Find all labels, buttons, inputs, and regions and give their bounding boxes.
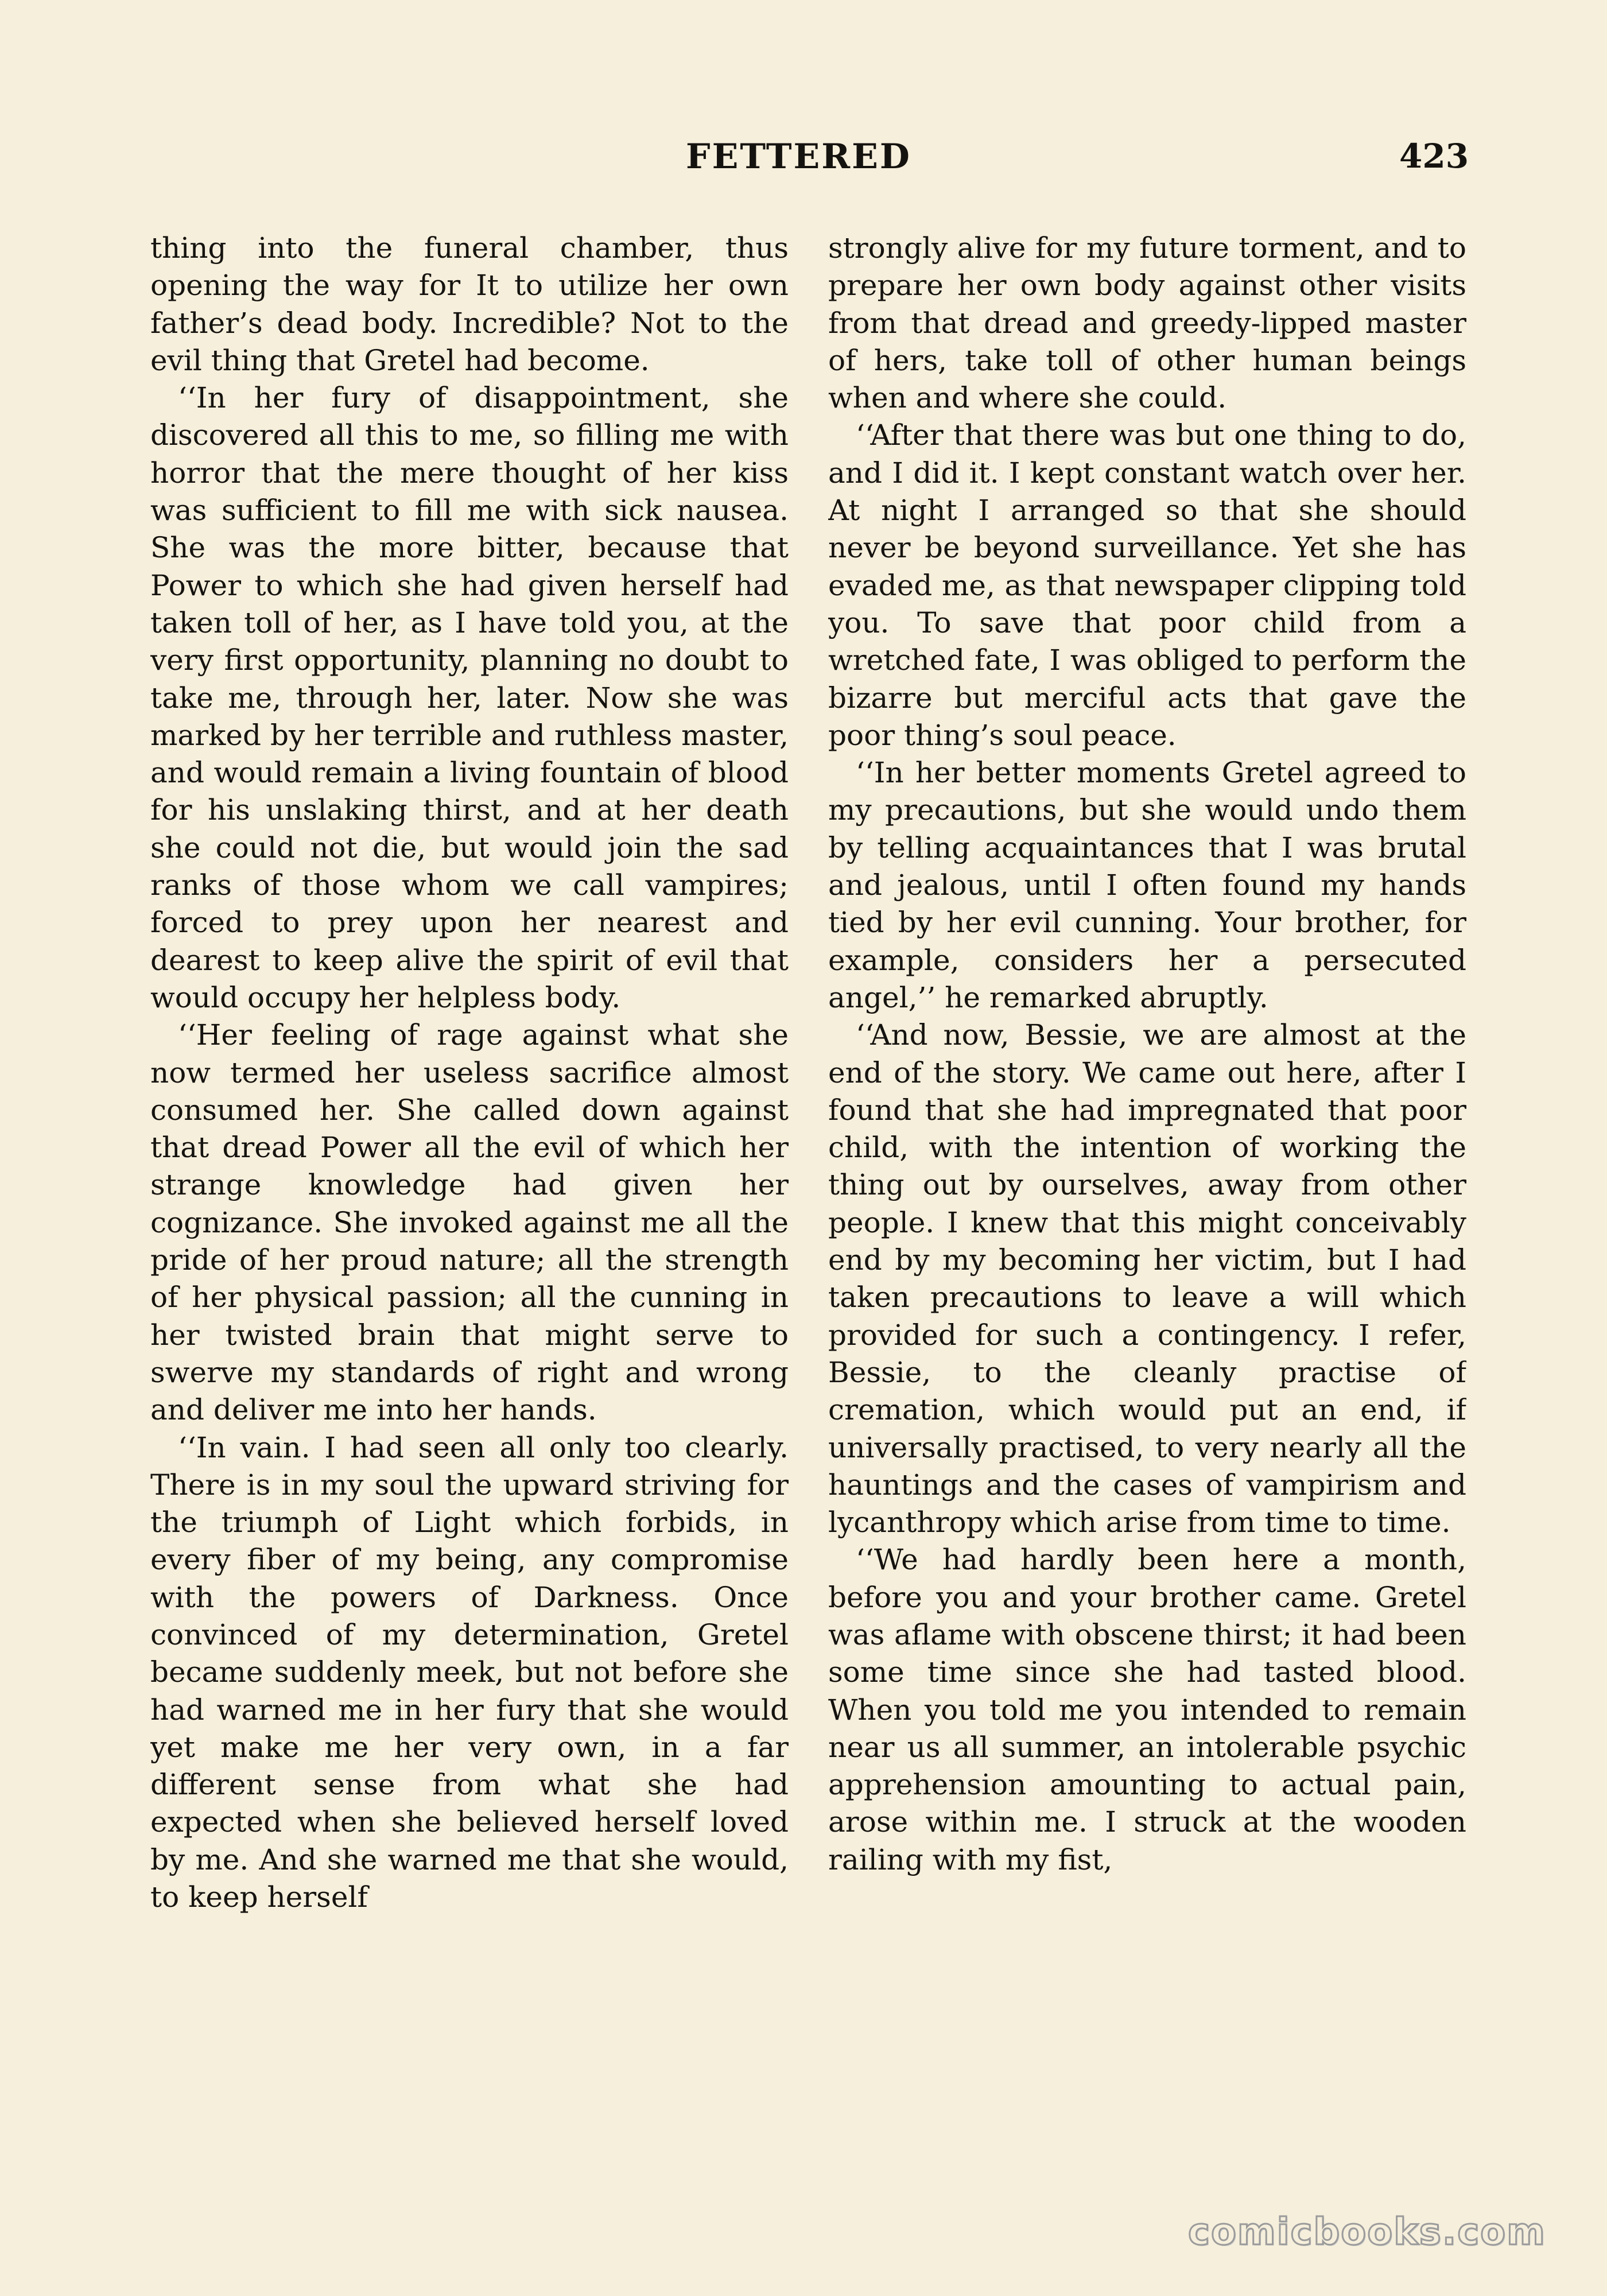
paragraph: ‘‘We had hardly been here a month, before you and your brother came. Gretel was aflame with obscene thirst; it had been some time since she had tasted blood. When you told me you intended to remain near us all summer, an intolerable psychic apprehension amounting to actual pain, arose within me. I struck at the wooden railing with my fist, bbox=[828, 1543, 1466, 1876]
paragraph: thing into the funeral chamber, thus opening the way for It to utilize her own father’s dead body. Incredible? Not to the evil thing that Gretel had become. bbox=[150, 231, 789, 377]
watermark-logo: comicbooks.com bbox=[1188, 2211, 1546, 2254]
page-number: 423 bbox=[1399, 137, 1469, 176]
paragraph: ‘‘In her better moments Gretel agreed to my precautions, but she would undo them by telling acquaintances that I was brutal and jealous, until I often found my hands tied by her evil cunning. Your brother, for example, considers her a persecuted angel,’’ he remarked abruptly. bbox=[828, 756, 1466, 1014]
paragraph: ‘‘And now, Bessie, we are almost at the end of the story. We came out here, after I found that she had impregnated that poor child, with the intention of working the thing out by ourselves, away from other people. I knew that this might conceivably end by my becoming her victim, but I had taken precautions to leave a will which provided for such a contingency. I refer, Bessie, to the cleanly practise of cremation, which would put an end, if universally practised, to very nearly all the hauntings and the cases of vampirism and lycanthropy which arise from time to time. bbox=[828, 1018, 1466, 1539]
paragraph: ‘‘In her fury of disappointment, she discovered all this to me, so filling me with horror that the mere thought of her kiss was sufficient to fill me with sick nausea. She was the more bitter, because that Power to which she had given herself had taken toll of her, as I have told you, at the very first opportunity, planning no doubt to take me, through her, later. Now she was marked by her terrible and ruthless master, and would remain a living fountain of blood for his unslaking thirst, and at her death she could not die, but would join the sad ranks of those whom we call vampires; forced to prey upon her nearest and dearest to keep alive the spirit of evil that would occupy her helpless body. bbox=[150, 381, 789, 1014]
right-column bbox=[828, 230, 1466, 2147]
paragraph: ‘‘Her feeling of rage against what she now termed her useless sacrifice almost consumed her. She called down against that dread Power all the evil of which her strange knowledge had given her cognizance. She invoked against me all the pride of her proud nature; all the strength of her physical passion; all the cunning in her twisted brain that might serve to swerve my standards of right and wrong and deliver me into her hands. bbox=[150, 1018, 789, 1427]
paragraph: strongly alive for my future torment, and to prepare her own body against other visits from that dread and greedy-lipped master of hers, take toll of other human beings when and where she could. bbox=[828, 231, 1466, 415]
left-column bbox=[150, 230, 789, 2147]
paragraph: ‘‘After that there was but one thing to do, and I did it. I kept constant watch over her. At night I arranged so that she should never be beyond surveillance. Yet she has evaded me, as that newspaper clipping told you. To save that poor child from a wretched fate, I was obliged to perform the bizarre but merciful acts that gave the poor thing’s soul peace. bbox=[828, 418, 1466, 752]
running-title: FETTERED bbox=[686, 137, 911, 177]
page-header bbox=[0, 137, 1607, 188]
paragraph: ‘‘In vain. I had seen all only too clearly. There is in my soul the upward striving for the triumph of Light which forbids, in every fiber of my being, any compromise with the powers of Darkness. Once convinced of my determination, Gretel became suddenly meek, but not before she had warned me in her fury that she would yet make me her very own, in a far different sense from what she had expected when she believed herself loved by me. And she warned me that she would, to keep herself bbox=[150, 1430, 789, 1914]
